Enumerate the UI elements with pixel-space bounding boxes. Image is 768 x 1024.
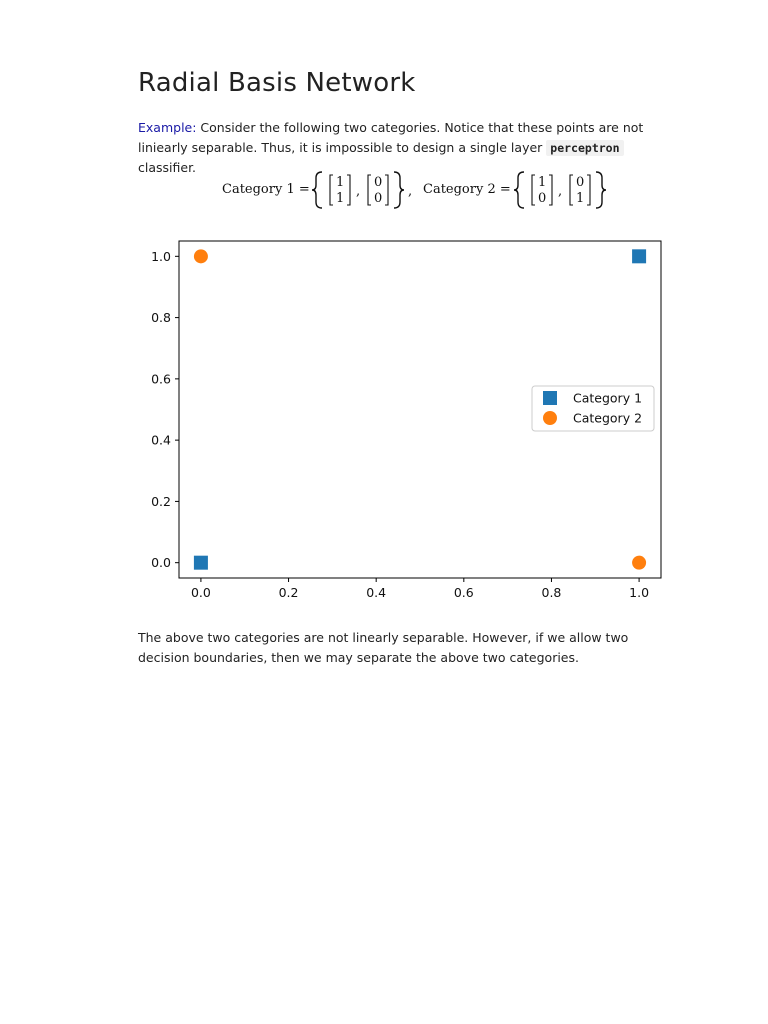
x-tick-label: 1.0 bbox=[629, 585, 650, 600]
category-equation bbox=[0, 166, 768, 214]
bracket-l-2 bbox=[368, 175, 371, 205]
cat2-vec1-top: 1 bbox=[538, 175, 547, 190]
category-2-point bbox=[632, 556, 646, 570]
x-tick-label: 0.4 bbox=[366, 585, 387, 600]
bracket-r-1 bbox=[347, 175, 350, 205]
brace-right-1 bbox=[394, 172, 404, 208]
example-label: Example: bbox=[138, 120, 197, 135]
scatter-chart-svg bbox=[130, 232, 670, 612]
x-tick-label: 0.2 bbox=[278, 585, 299, 600]
bracket-l-4 bbox=[570, 175, 573, 205]
cat2-vec1-bottom: 0 bbox=[538, 191, 547, 206]
legend-label: Category 2 bbox=[573, 410, 643, 426]
eq-comma: , bbox=[408, 184, 413, 199]
cat1-vec2-top: 0 bbox=[374, 175, 383, 190]
y-tick-label: 0.4 bbox=[151, 432, 171, 448]
bracket-l-3 bbox=[532, 175, 535, 205]
x-tick-label: 0.8 bbox=[541, 585, 562, 600]
y-tick-label: 0.2 bbox=[151, 493, 171, 509]
bracket-l-1 bbox=[330, 175, 333, 205]
cat1-vec2-bottom: 0 bbox=[374, 191, 383, 206]
intro-text-end: classifier. bbox=[138, 160, 197, 175]
bracket-r-3 bbox=[549, 175, 552, 205]
vec-comma-2: , bbox=[558, 184, 563, 199]
scatter-chart bbox=[130, 232, 670, 616]
x-tick-label: 0.0 bbox=[190, 585, 211, 600]
cat1-vec1-top: 1 bbox=[336, 175, 345, 190]
conclusion-paragraph: The above two categories are not linearly separable. However, if we allow two decision boundaries, then we may separate the above two categories. bbox=[138, 630, 629, 665]
category-2-point bbox=[194, 249, 208, 263]
brace-left-2 bbox=[514, 172, 524, 208]
x-tick-label: 0.6 bbox=[453, 585, 474, 600]
page-title: Radial Basis Network bbox=[138, 68, 416, 98]
legend-marker-category-1 bbox=[543, 391, 557, 405]
brace-left-1 bbox=[312, 172, 322, 208]
cat2-vec2-top: 0 bbox=[576, 175, 585, 190]
y-tick-label: 0.8 bbox=[151, 310, 171, 326]
y-tick-label: 0.0 bbox=[151, 555, 171, 571]
y-tick-label: 1.0 bbox=[151, 248, 171, 264]
vec-comma-1: , bbox=[356, 184, 361, 199]
inline-code-perceptron: perceptron bbox=[546, 140, 623, 156]
bracket-r-2 bbox=[385, 175, 388, 205]
cat2-vec2-bottom: 1 bbox=[576, 191, 585, 206]
category1-label: Category 1 = bbox=[222, 182, 310, 197]
category-1-point bbox=[194, 556, 208, 570]
legend-label: Category 1 bbox=[573, 390, 643, 406]
category-1-point bbox=[632, 249, 646, 263]
bracket-r-4 bbox=[587, 175, 590, 205]
legend-marker-category-2 bbox=[543, 411, 557, 425]
intro-text: Consider the following two categories. Notice that these points are not liniearly separable. Thus, it is impossible to design a single layer bbox=[138, 120, 644, 155]
brace-right-2 bbox=[596, 172, 606, 208]
y-tick-label: 0.6 bbox=[151, 371, 171, 387]
category2-label: Category 2 = bbox=[423, 182, 511, 197]
cat1-vec1-bottom: 1 bbox=[336, 191, 345, 206]
